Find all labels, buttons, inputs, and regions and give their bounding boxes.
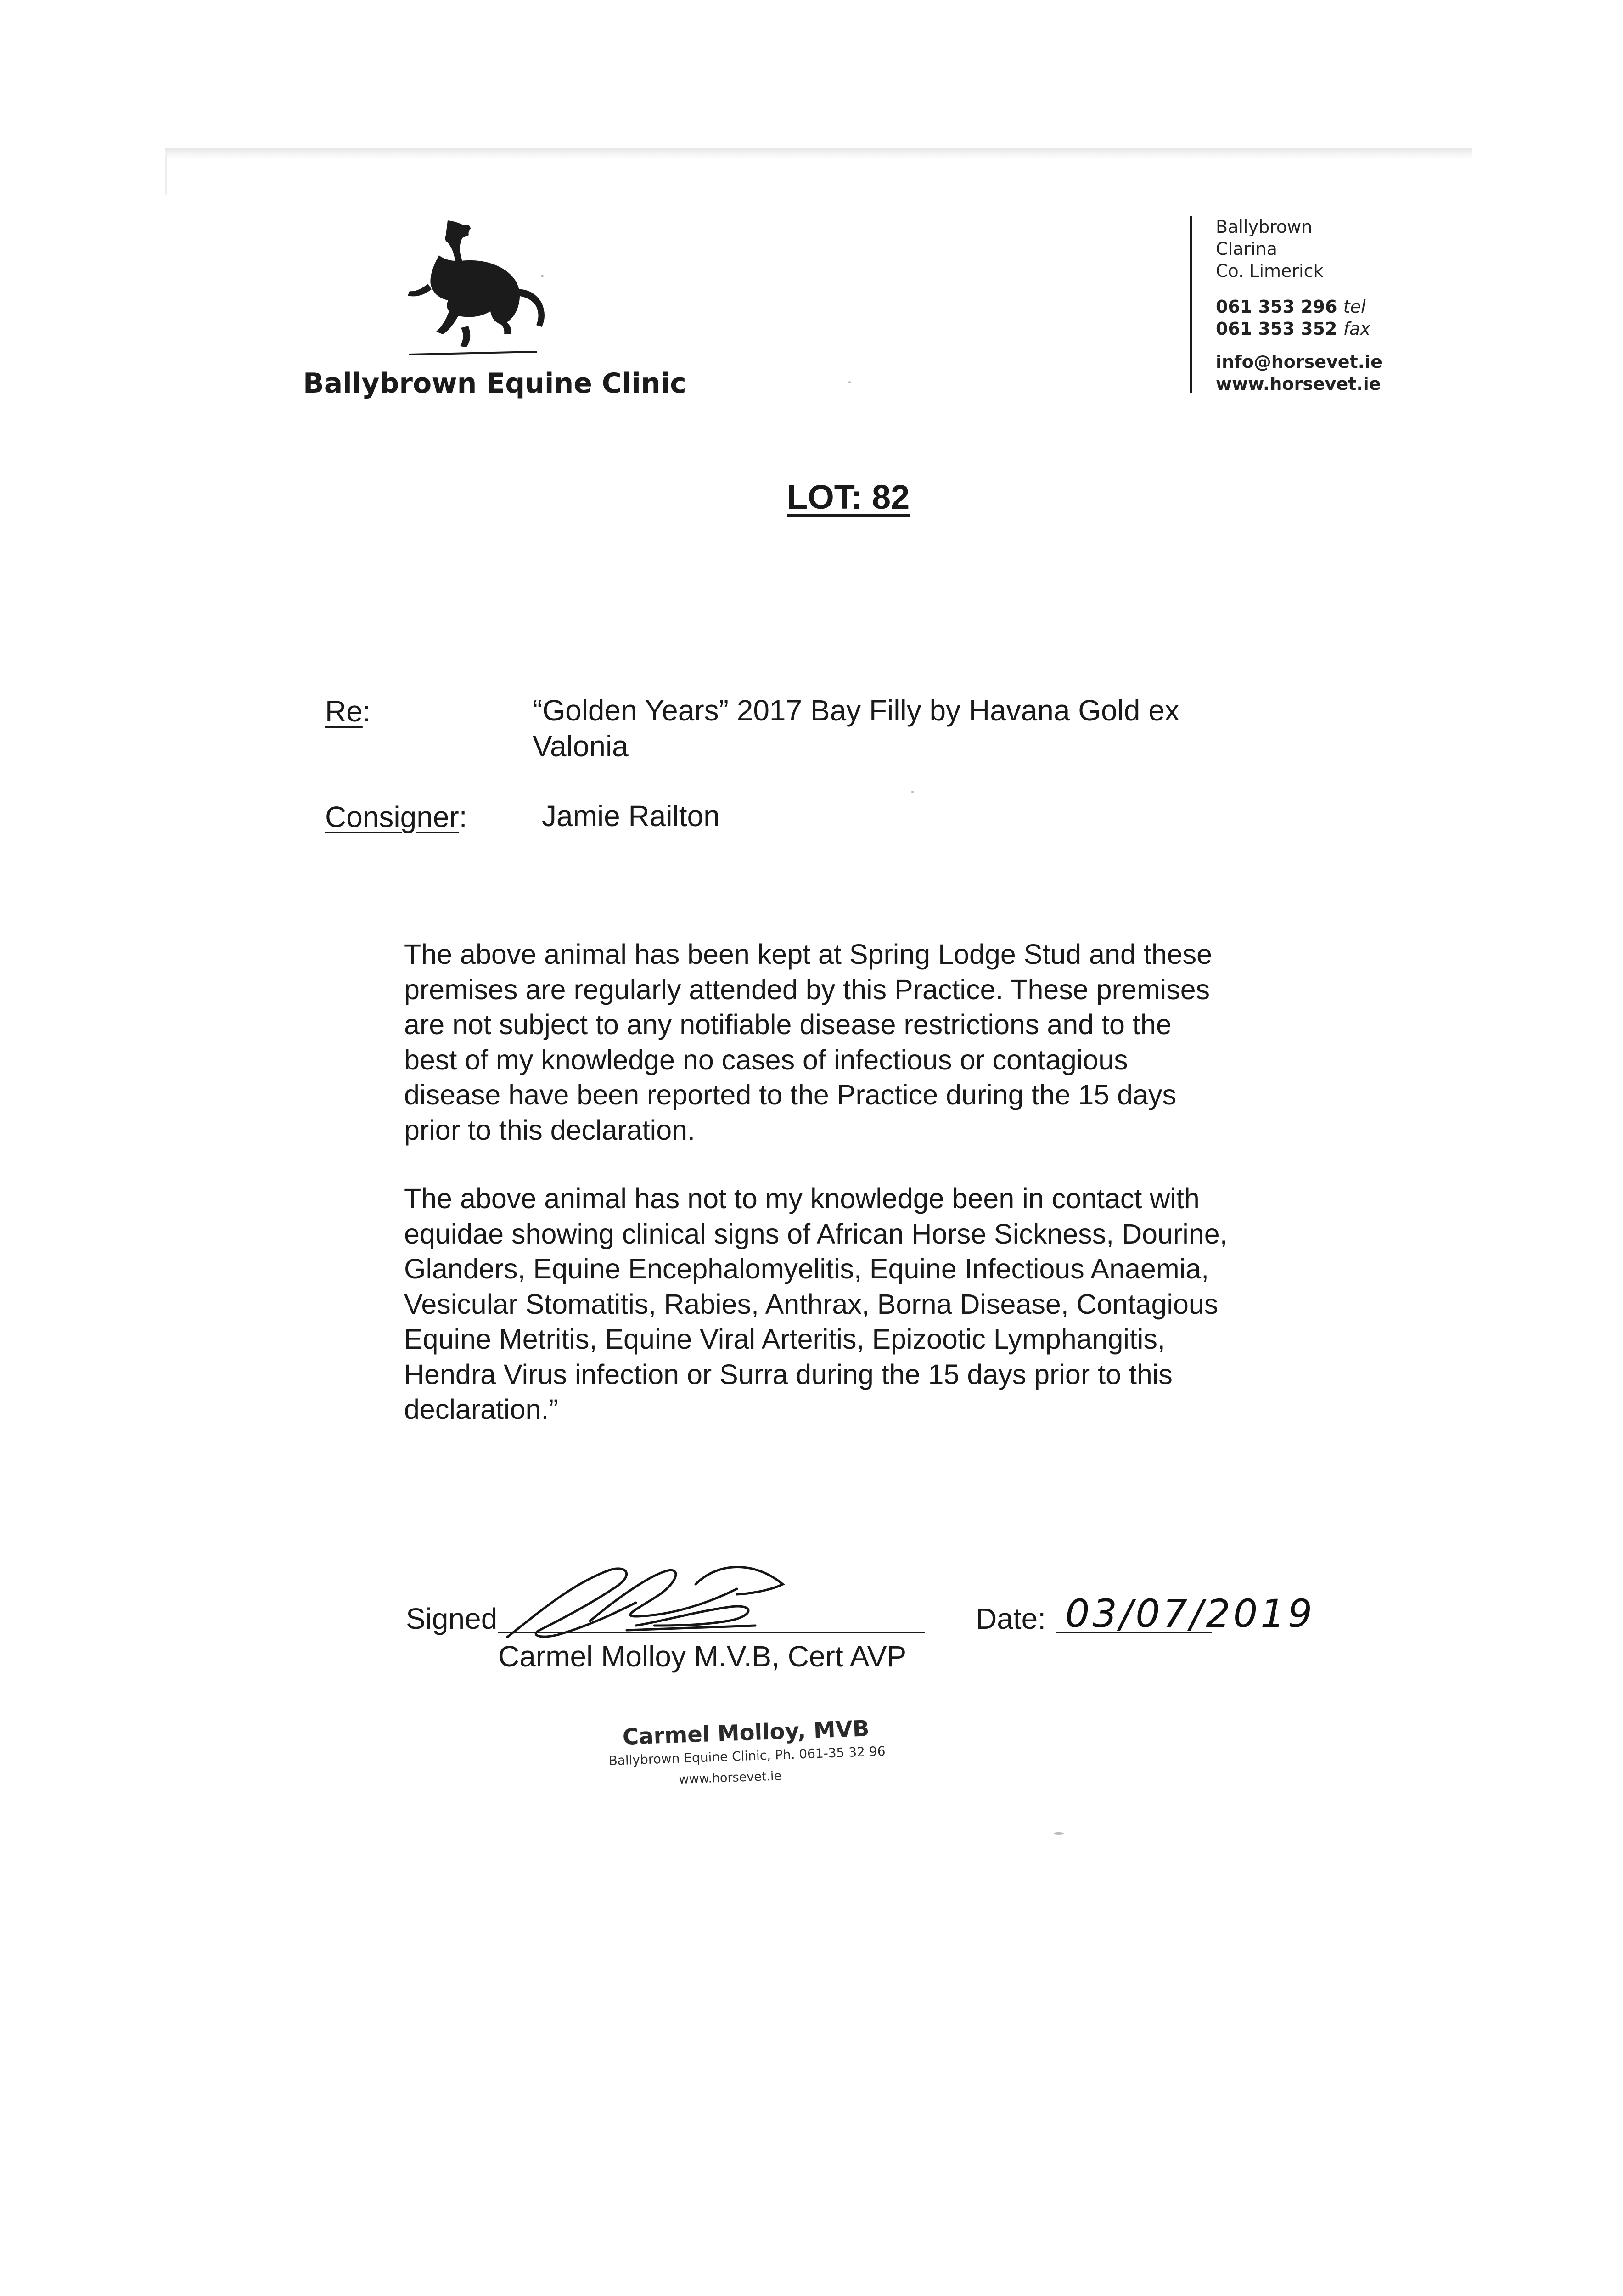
signed-label: Signed [406, 1602, 498, 1635]
stamp-name: Carmel Molloy, MVB [622, 1716, 870, 1750]
scan-shadow [165, 148, 1472, 160]
fax-number: 061 353 352 [1216, 319, 1337, 339]
tel-line [1216, 296, 1366, 318]
email-link[interactable]: info@horsevet.ie [1216, 352, 1382, 372]
scan-speck [541, 275, 544, 277]
handwritten-date: 03/07/2019 [1065, 1591, 1315, 1636]
re-colon: : [362, 695, 371, 728]
re-value: “Golden Years” 2017 Bay Filly by Havana Gold ex Valonia [533, 694, 1179, 763]
address-line-1: Ballybrown [1216, 217, 1313, 237]
horse-logo-icon [399, 211, 556, 358]
stamp-website: www.horsevet.ie [679, 1769, 782, 1787]
address-line-2: Clarina [1216, 239, 1277, 259]
declaration-paragraph-1: The above animal has been kept at Spring Lodge Stud and these premises are regularly attended by this Practice. These premises are not subject to any notifiable disease restrictions and to the best of my knowledge no cases of infectious or contagious disease have been reported to the Practice during the 15 days prior to this declaration. [404, 939, 1213, 1146]
stamp-clinic-phone: Ballybrown Equine Clinic, Ph. 061-35 32 96 [608, 1743, 886, 1768]
handwritten-signature [498, 1557, 820, 1644]
website-link[interactable]: www.horsevet.ie [1216, 374, 1381, 394]
re-label: Re [325, 695, 363, 728]
clinic-name: Ballybrown Equine Clinic [303, 367, 686, 400]
consigner-colon: : [459, 800, 467, 833]
fax-line [1216, 318, 1370, 340]
address-divider [1190, 216, 1192, 393]
date-label: Date: [976, 1602, 1046, 1635]
scan-speck [911, 791, 914, 793]
tel-number: 061 353 296 [1216, 297, 1337, 317]
address-line-3: Co. Limerick [1216, 261, 1324, 281]
vet-name: Carmel Molloy M.V.B, Cert AVP [498, 1640, 907, 1673]
scan-shadow-left [165, 154, 167, 195]
consigner-label: Consigner [325, 800, 459, 833]
fax-label: fax [1343, 319, 1370, 339]
re-label-wrap [325, 694, 371, 728]
tel-label: tel [1343, 297, 1366, 317]
declaration-paragraph-2: The above animal has not to my knowledge been in contact with equidae showing clinical signs of African Horse Sickness, Dourine, Glanders, Equine Encephalomyelitis, Equine Infectious Anaemia, Vesicular Stomatitis, Rabies, Anthrax, Borna Disease, Contagious Equine Metritis, Equine Viral Arteritis, Epizootic Lymphangitis, Hendra Virus infection or Surra during the 15 days prior to this declaration.” [404, 1183, 1228, 1425]
consigner-label-wrap [325, 800, 467, 834]
scan-speck [1054, 1832, 1064, 1835]
consigner-value: Jamie Railton [542, 799, 720, 833]
lot-number: LOT: 82 [787, 478, 910, 516]
scan-speck [848, 381, 851, 383]
